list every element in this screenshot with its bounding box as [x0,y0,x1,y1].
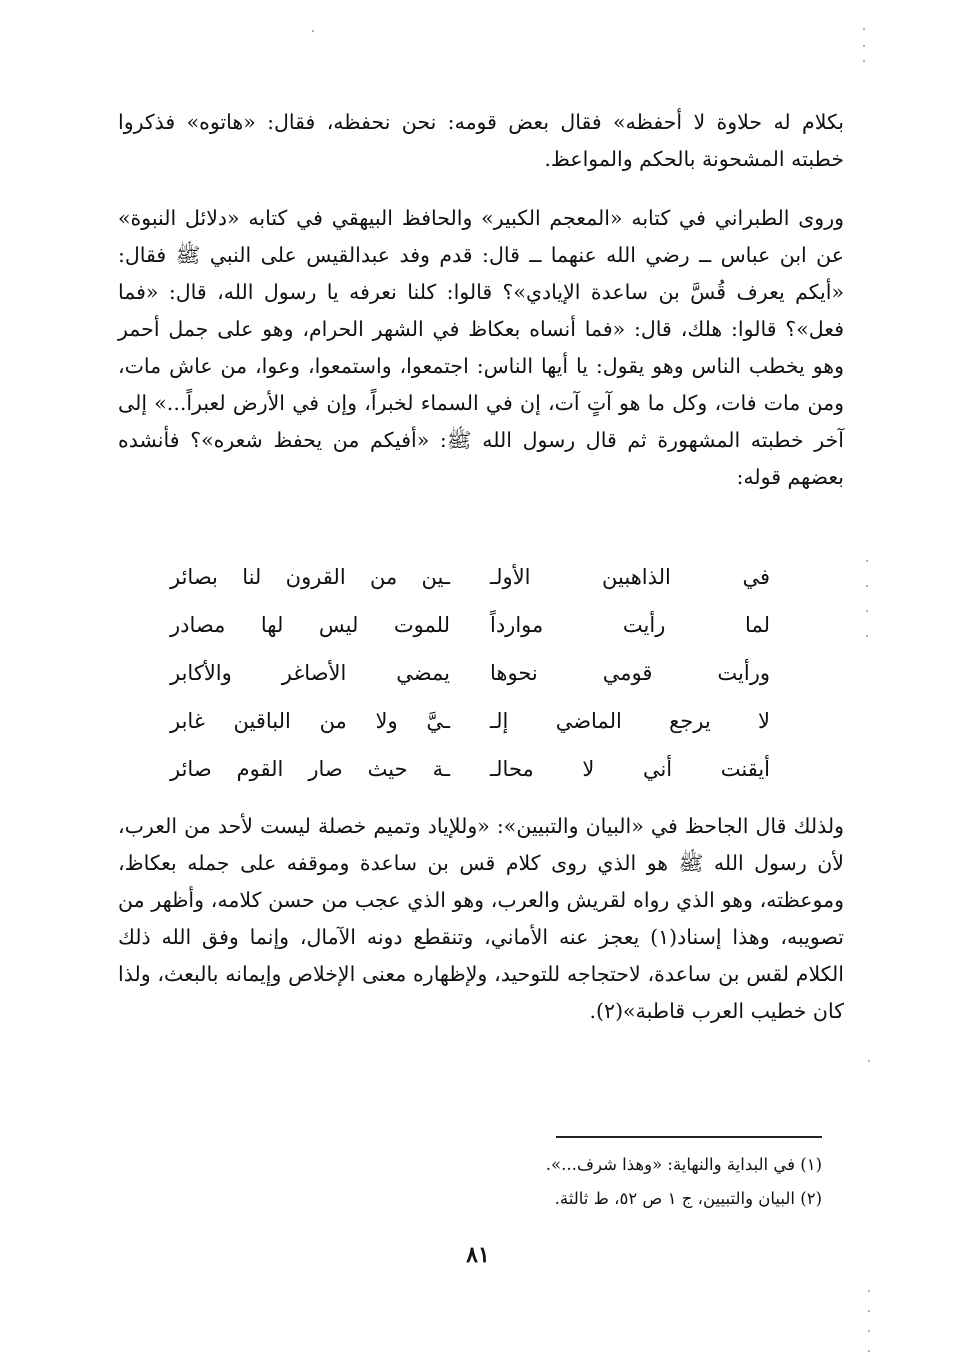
footnote-separator [556,1136,822,1138]
scan-speck [868,1330,870,1332]
scan-speck [868,1310,870,1312]
paragraph-2 [118,200,844,496]
scan-speck [868,1060,870,1062]
poem [170,553,770,793]
verse-second-hemistich: للموت ليس لها مصادر [170,613,450,637]
poem-verse [170,745,770,793]
paragraph-text: وروى الطبراني في كتابه «المعجم الكبير» والحافظ البيهقي في كتابه «دلائل النبوة» عن ابن عباس ــ رضي الله عنهما ــ قال: قدم وفد عبدالقيس على النبي ﷺ فقال: «أيكم يعرف قُسَّ بن ساعدة الإيادي»؟ قالوا: كلنا نعرفه يا رسول الله، قال: «فما فعل»؟ قالوا: هلك، قال: «فما أنساه بعكاظ في الشهر الحرام، وهو على جمل أحمر وهو يخطب الناس وهو يقول: يا أيها الناس: اجتمعوا، واستمعوا، وعوا، من عاش مات، ومن مات فات، وكل ما هو آتٍ آت، إن في السماء لخبراً، وإن في الأرض لعبراً...» إلى آخر خطبته المشهورة ثم قال رسول الله ﷺ: «أفيكم من يحفظ شعره»؟ فأنشده بعضهم قوله: [118,206,844,489]
verse-second-hemistich: يمضي الأصاغر والأكابر [170,661,450,685]
scan-speck [868,1350,870,1352]
scan-speck [866,585,868,587]
poem-verse [170,697,770,745]
verse-second-hemistich: ـين من القرون لنا بصائر [170,565,450,589]
poem-verse [170,649,770,697]
paragraph-text: ولذلك قال الجاحظ في «البيان والتبيين»: «وللإياد وتميم خصلة ليست لأحد من العرب، لأن رسول الله ﷺ هو الذي روى كلام قس بن ساعدة وموقفه على جمله بعكاظ، وموعظته، وهو الذي رواه لقريش والعرب، وهو الذي عجب من حسن كلامه، وأظهر من تصويبه، وهذا إسناد(١) يعجز عنه الأماني، وتنقطع دونه الآمال، وإنما وفق الله ذلك الكلام لقس بن ساعدة، لاحتجاجه للتوحيد، ولإظهاره معنى الإخلاص وإيمانه بالبعث، ولذا كان خطيب العرب قاطبة»(٢). [118,814,844,1023]
scan-speck [866,560,868,562]
paragraph-1 [118,104,844,178]
paragraph-3 [118,808,844,1030]
verse-first-hemistich: أيقنت أني لا محالـ [490,757,770,781]
paragraph-text: بكلام له حلاوة لا أحفظه» فقال بعض قومه: نحن نحفظه، فقال: «هاتوه» فذكروا خطبته المشحونة بالحكم والمواعظ. [118,110,844,171]
verse-second-hemistich: ـيَّ ولا من الباقين غابر [170,709,450,733]
page-number: ٨١ [466,1242,490,1268]
poem-verse [170,601,770,649]
scan-speck [863,45,865,47]
scan-speck [868,1290,870,1292]
footnote-2: (٢) البيان والتبيين، ج ١ ص ٥٢، ط ثالثة. [554,1189,822,1208]
poem-verse [170,553,770,601]
verse-second-hemistich: ـة حيث صار القوم صائر [170,757,450,781]
scan-speck [312,30,314,32]
verse-first-hemistich: لما رأيت موارداً [490,613,770,637]
verse-first-hemistich: لا يرجع الماضي إلـ [490,709,770,733]
scan-speck [863,28,865,30]
scan-speck [863,60,865,62]
footnote-1: (١) في البداية والنهاية: «وهذا شرف...». [545,1155,822,1174]
scan-speck [866,635,868,637]
verse-first-hemistich: في الذاهبين الأولـ [490,565,770,589]
scan-speck [866,610,868,612]
verse-first-hemistich: ورأيت قومي نحوها [490,661,770,685]
